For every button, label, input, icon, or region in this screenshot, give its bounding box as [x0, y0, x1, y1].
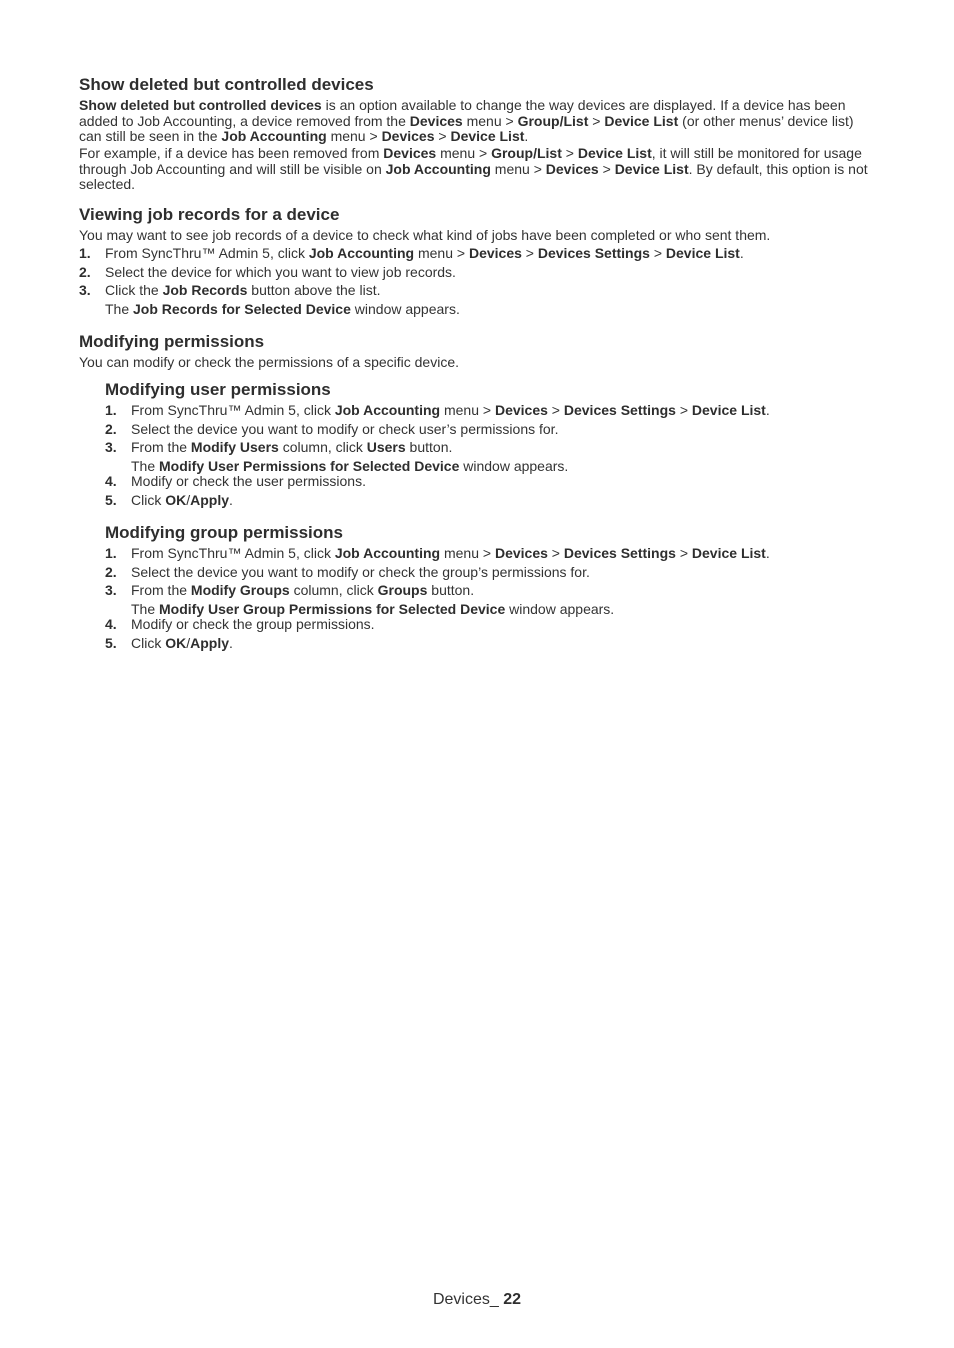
user-permissions-steps-list: [105, 403, 885, 511]
footer-page-number: 22: [503, 1291, 522, 1308]
bold-term: Device List: [691, 545, 766, 561]
bold-term: Job Accounting: [334, 545, 441, 561]
bold-term: Device List: [691, 402, 766, 418]
bold-term: Devices Settings: [563, 545, 676, 561]
step-number: 5.: [105, 491, 117, 508]
bold-term: Job Accounting: [334, 402, 441, 418]
section-heading-modifying-permissions: Modifying permissions: [79, 332, 265, 351]
bold-term: Modify User Permissions for Selected Device: [159, 457, 460, 474]
step-number: 4.: [105, 473, 117, 489]
step-text: Click OK/Apply.: [131, 491, 233, 508]
list-item: [79, 265, 879, 284]
step-number: 4.: [105, 616, 117, 632]
step-result-text: The Modify User Group Permissions for Selected Device window appears.: [131, 600, 615, 617]
footer-chapter: Devices_: [432, 1291, 499, 1308]
subsection-heading-group-permissions: Modifying group permissions: [105, 523, 344, 542]
bold-term: Modify User Group Permissions for Selected Device: [159, 600, 506, 617]
list-item: [105, 565, 885, 584]
step-number: 2.: [105, 420, 117, 437]
section-heading-viewing-job-records: Viewing job records for a device: [79, 205, 340, 224]
bold-term: Job Accounting: [385, 160, 491, 177]
viewing-intro: You may want to see job records of a device to check what kind of jobs have been completed or who sent them.: [79, 227, 771, 243]
step-number: 5.: [105, 634, 117, 651]
bold-term: Devices: [383, 145, 437, 161]
step-text: From SyncThru™ Admin 5, click Job Accounting menu > Devices > Devices Settings > Device List.: [131, 402, 770, 418]
list-item: [105, 617, 885, 636]
step-text: From SyncThru™ Admin 5, click Job Accounting menu > Devices > Devices Settings > Device List.: [105, 245, 744, 261]
step-text: Modify or check the user permissions.: [131, 473, 366, 489]
bold-term: Devices Settings: [537, 245, 650, 261]
list-item: [105, 493, 885, 512]
list-item: [105, 636, 885, 655]
bold-term: Device List: [577, 145, 652, 161]
section-heading-show-deleted: Show deleted but controlled devices: [79, 75, 374, 94]
list-item: [105, 422, 885, 441]
bold-term: Groups: [377, 582, 428, 598]
step-text: Click OK/Apply.: [131, 634, 233, 651]
bold-term: Devices: [494, 545, 548, 561]
bold-term: Devices: [381, 128, 435, 144]
list-item: [79, 246, 879, 265]
step-text: From the Modify Users column, click Users button.: [131, 439, 453, 455]
show-deleted-paragraph-1: Show deleted but controlled devices is an option available to change the way devices are displayed. If a device has been added to Job Accounting, a device removed from the Devices menu > Group/List > Device List (or other menus’ device list) can still be seen in the Job Accounting menu > Devices > Device List.: [79, 97, 854, 144]
bold-term: Job Accounting: [308, 245, 415, 261]
bold-term: Device List: [665, 245, 740, 261]
list-item: [105, 583, 885, 617]
bold-term: Group/List: [517, 112, 589, 129]
step-text: Select the device you want to modify or check user’s permissions for.: [131, 420, 559, 437]
step-number: 2.: [79, 263, 91, 280]
bold-term: OK: [165, 491, 187, 508]
list-item: [79, 283, 879, 317]
step-result-text: The Modify User Permissions for Selected Device window appears.: [131, 457, 569, 474]
bold-term: Devices: [468, 245, 522, 261]
group-permissions-steps-list: [105, 546, 885, 654]
bold-term: Device List: [614, 160, 689, 177]
step-number: 3.: [105, 582, 117, 598]
viewing-steps-list: [79, 246, 879, 317]
bold-term: Job Records: [162, 282, 248, 298]
bold-term: Modify Groups: [190, 582, 290, 598]
bold-term: Devices: [409, 112, 463, 129]
bold-term: Apply: [190, 634, 230, 651]
step-number: 3.: [79, 282, 91, 298]
list-item: [105, 440, 885, 474]
bold-term: Job Records for Selected Device: [133, 300, 351, 317]
step-number: 1.: [105, 402, 117, 418]
step-number: 1.: [79, 245, 91, 261]
bold-term: Apply: [190, 491, 230, 508]
bold-term: Job Accounting: [221, 128, 327, 144]
bold-term: Device List: [604, 112, 679, 129]
bold-term: Devices Settings: [563, 402, 676, 418]
page-footer: [0, 1292, 954, 1308]
bold-term: Group/List: [491, 145, 562, 161]
list-item: [105, 474, 885, 493]
step-text: From the Modify Groups column, click Groups button.: [131, 582, 475, 598]
bold-term: Show deleted but controlled devices: [79, 97, 322, 113]
bold-term: Modify Users: [190, 439, 279, 455]
step-number: 2.: [105, 563, 117, 580]
list-item: [105, 403, 885, 422]
bold-term: Users: [366, 439, 406, 455]
step-text: From SyncThru™ Admin 5, click Job Accounting menu > Devices > Devices Settings > Device List.: [131, 545, 770, 561]
step-number: 1.: [105, 545, 117, 561]
subsection-heading-user-permissions: Modifying user permissions: [105, 380, 331, 399]
bold-term: Devices: [545, 160, 599, 177]
bold-term: OK: [165, 634, 187, 651]
step-text: Click the Job Records button above the list.: [105, 282, 381, 298]
step-text: Select the device for which you want to view job records.: [105, 263, 456, 280]
bold-term: Device List: [450, 128, 525, 144]
step-text: Select the device you want to modify or check the group’s permissions for.: [131, 563, 590, 580]
show-deleted-paragraph-2: For example, if a device has been removed from Devices menu > Group/List > Device List, it will still be monitored for usage through Job Accounting and will still be visible on Job Accounting menu > Devices > Device List. By default, this option is not selected.: [79, 145, 868, 192]
bold-term: Devices: [494, 402, 548, 418]
step-number: 3.: [105, 439, 117, 455]
modifying-intro: You can modify or check the permissions of a specific device.: [79, 354, 460, 370]
step-result-text: The Job Records for Selected Device window appears.: [105, 300, 460, 317]
step-text: Modify or check the group permissions.: [131, 616, 375, 632]
list-item: [105, 546, 885, 565]
